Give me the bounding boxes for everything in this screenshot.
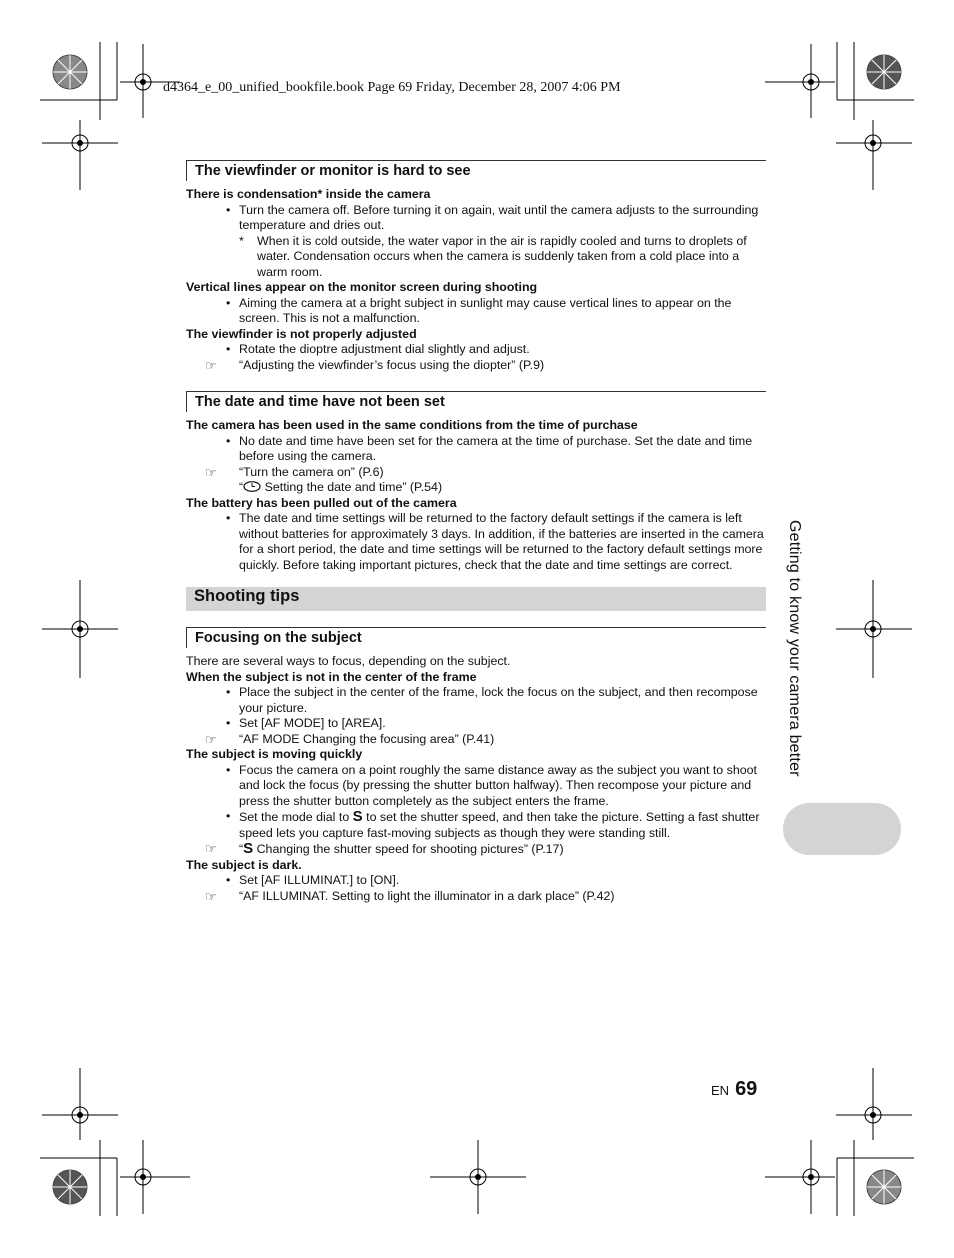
page-content bbox=[186, 160, 766, 904]
pointing-hand-icon: ☞ bbox=[205, 357, 217, 373]
section-title-shooting-tips: Shooting tips bbox=[186, 587, 766, 611]
subheading: The subject is moving quickly bbox=[186, 747, 363, 761]
pointing-hand-icon: ☞ bbox=[205, 464, 217, 480]
subheading: The subject is dark. bbox=[186, 857, 302, 872]
cross-reference: ☞ “AF MODE Changing the focusing area” (P.41) bbox=[205, 731, 495, 747]
cross-reference: ☞ “Turn the camera on” (P.6) bbox=[205, 464, 384, 480]
chapter-sidebar-label: Getting to know your camera better bbox=[786, 520, 803, 777]
bullet-item: • Turn the camera off. Before turning it on again, wait until the camera adjusts to the surrounding temperature and dries out. bbox=[226, 202, 759, 232]
footnote: * When it is cold outside, the water vapor in the air is rapidly cooled and turns to droplets of water. Condensation occurs when the camera is suddenly taken from a cold place into a warm room. bbox=[239, 233, 747, 279]
cross-reference: ☞ “S Changing the shutter speed for shooting pictures” (P.17) bbox=[205, 840, 564, 857]
cross-reference: ☞ “AF ILLUMINAT. Setting to light the illuminator in a dark place” (P.42) bbox=[205, 888, 615, 904]
pointing-hand-icon: ☞ bbox=[205, 841, 217, 856]
bullet-item: • Set [AF ILLUMINAT.] to [ON]. bbox=[226, 873, 400, 887]
file-header: d4364_e_00_unified_bookfile.book Page 69 Friday, December 28, 2007 4:06 PM bbox=[163, 80, 621, 95]
subheading: The camera has been used in the same conditions from the time of purchase bbox=[186, 418, 638, 432]
page-number bbox=[711, 1078, 757, 1101]
subheading: Vertical lines appear on the monitor screen during shooting bbox=[186, 280, 538, 294]
subheading: The battery has been pulled out of the camera bbox=[186, 495, 457, 510]
subheading: The viewfinder is not properly adjusted bbox=[186, 326, 417, 341]
section-title-focusing: Focusing on the subject bbox=[186, 627, 766, 648]
bullet-item: • Focus the camera on a point roughly the same distance away as the subject you want to shoot and lock the focus (by pressing the shutter button halfway). Then recompose your picture and press the shutter button completely as the subject enters the frame. bbox=[226, 762, 757, 808]
bullet-item: • Rotate the dioptre adjustment dial slightly and adjust. bbox=[226, 342, 530, 356]
cross-reference: ☞ “Adjusting the viewfinder’s focus using the diopter” (P.9) bbox=[205, 357, 545, 373]
section-title-viewfinder: The viewfinder or monitor is hard to see bbox=[186, 160, 766, 181]
pointing-hand-icon: ☞ bbox=[205, 731, 217, 747]
bullet-item: • No date and time have been set for the camera at the time of purchase. Set the date and time before using the camera. bbox=[226, 433, 753, 463]
bullet-item: • Set the mode dial to S to set the shutter speed, and then take the picture. Setting a fast shutter speed lets you capture fast-moving subjects as though they were standing still. bbox=[226, 808, 760, 840]
shutter-mode-symbol: S bbox=[243, 840, 254, 857]
cross-reference: “ Setting the date and time” (P.54) bbox=[239, 480, 443, 494]
bullet-item: • The date and time settings will be returned to the factory default settings if the camera is left without batteries for approximately 3 days. In addition, if the batteries are inserted in the camera for a short period, the date and time settings will be returned to the factory default settings more quickly. Before taking important pictures, check that the date and time settings are correct. bbox=[226, 511, 764, 572]
subheading: There is condensation* inside the camera bbox=[186, 187, 431, 201]
language-label: EN bbox=[711, 1083, 730, 1098]
intro-text: There are several ways to focus, depending on the subject. bbox=[186, 654, 511, 668]
subheading: When the subject is not in the center of the frame bbox=[186, 669, 477, 684]
shutter-mode-symbol: S bbox=[352, 808, 363, 825]
bullet-item: • Aiming the camera at a bright subject in sunlight may cause vertical lines to appear on the screen. This is not a malfunction. bbox=[226, 295, 732, 325]
page-number-value: 69 bbox=[735, 1078, 758, 1100]
pointing-hand-icon: ☞ bbox=[205, 888, 217, 904]
section-title-datetime: The date and time have not been set bbox=[186, 391, 766, 412]
bullet-item: • Set [AF MODE] to [AREA]. bbox=[226, 716, 386, 730]
clock-icon bbox=[243, 481, 261, 492]
chapter-tab bbox=[783, 803, 901, 855]
bullet-item: • Place the subject in the center of the frame, lock the focus on the subject, and then recompose your picture. bbox=[226, 685, 758, 715]
